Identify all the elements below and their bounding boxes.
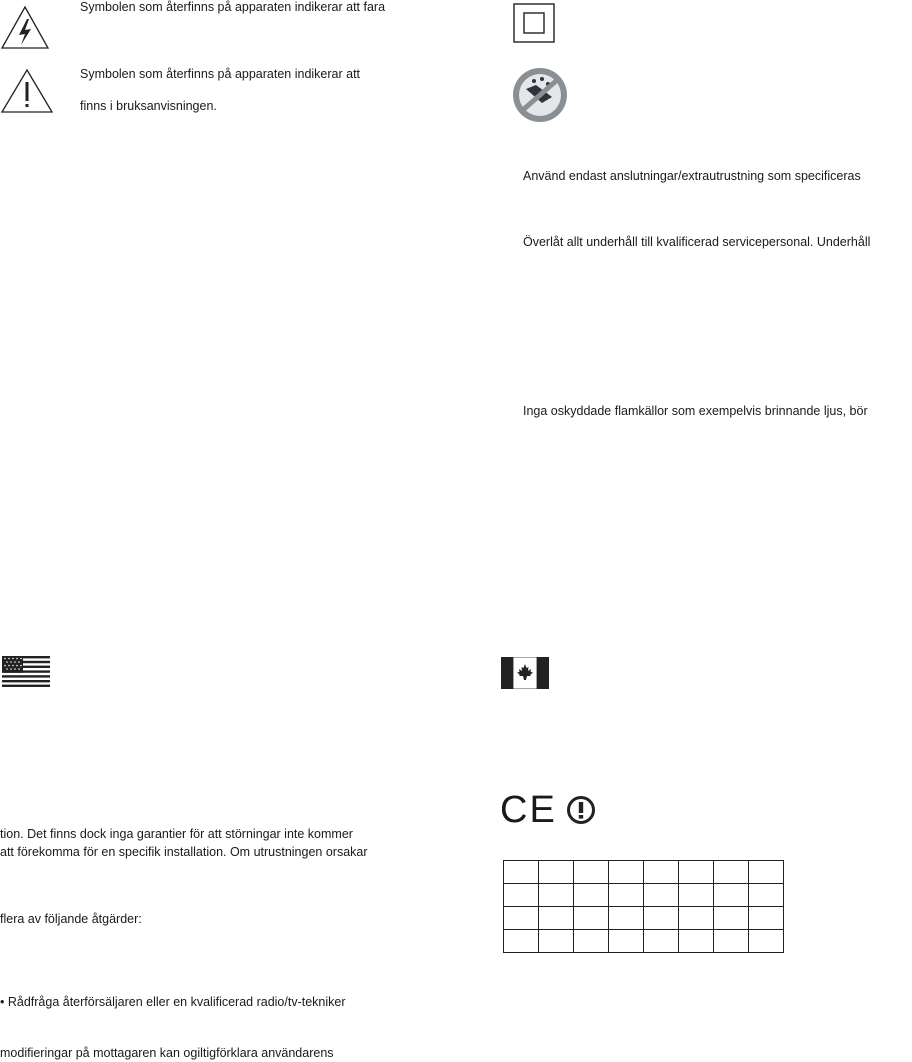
fcc-text-line-4: • Rådfråga återförsäljaren eller en kvalificerad radio/tv-tekniker — [0, 995, 346, 1009]
canada-flag-icon — [501, 657, 549, 689]
no-water-icon — [512, 67, 568, 123]
fcc-text-line-2: att förekomma för en specifik installation. Om utrustningen orsakar — [0, 845, 368, 859]
service-text: Överlåt allt underhåll till kvalificerad servicepersonal. Underhåll — [523, 235, 871, 249]
lightning-warning-text: Symbolen som återfinns på apparaten indikerar att fara — [80, 0, 386, 14]
table-row — [504, 861, 784, 884]
fcc-text-line-1: tion. Det finns dock inga garantier för att störningar inte kommer — [0, 827, 353, 841]
us-flag-icon — [2, 656, 50, 687]
table-row — [504, 930, 784, 953]
accessories-text: Använd endast anslutningar/extrautrustning som specificeras — [523, 169, 861, 183]
fcc-text-line-5: modifieringar på mottagaren kan ogiltigförklara användarens — [0, 1046, 334, 1060]
empty-grid-table — [503, 860, 784, 953]
ce-mark-icon: CE — [500, 789, 557, 831]
exclamation-warning-text: Symbolen som återfinns på apparaten indikerar att — [80, 67, 361, 81]
exclamation-warning-text-2: finns i bruksanvisningen. — [80, 99, 217, 113]
flame-text: Inga oskyddade flamkällor som exempelvis brinnande ljus, bör — [523, 404, 868, 418]
double-insulation-icon — [513, 3, 555, 43]
lightning-warning-icon — [0, 5, 50, 50]
fcc-text-line-3: flera av följande åtgärder: — [0, 912, 142, 926]
alert-class-icon — [566, 795, 596, 825]
table-row — [504, 907, 784, 930]
table-row — [504, 884, 784, 907]
exclamation-warning-icon — [0, 68, 54, 114]
